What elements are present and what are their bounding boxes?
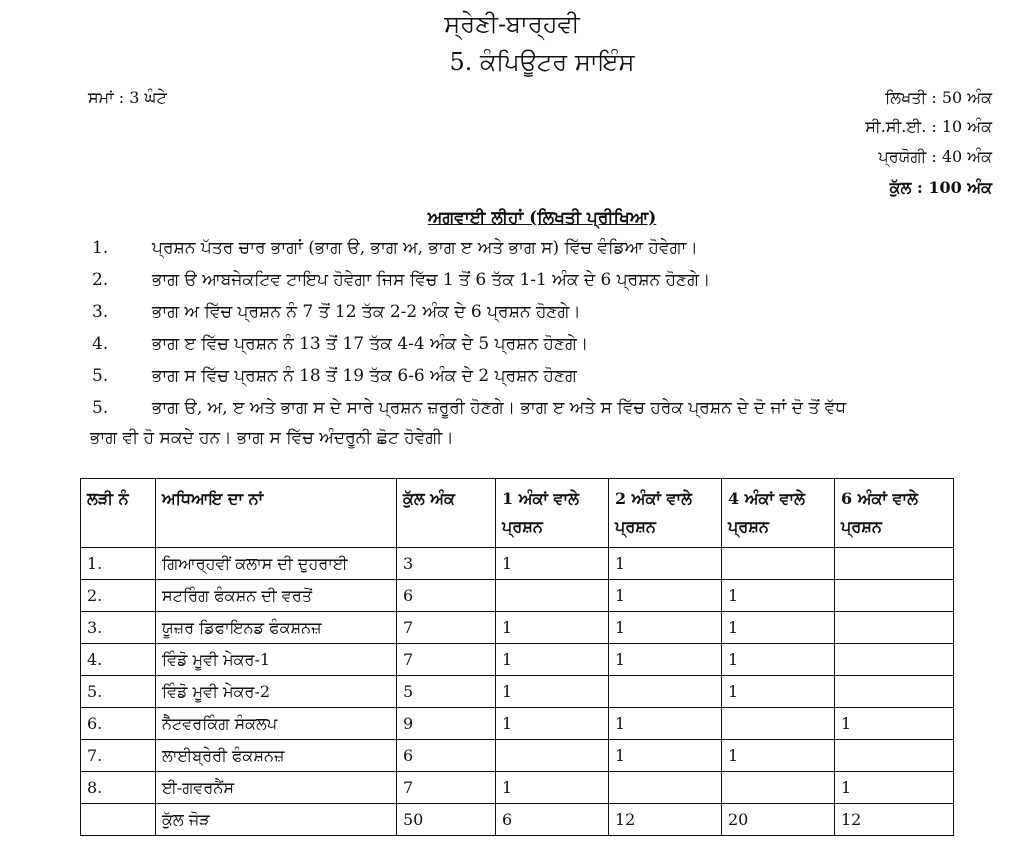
instruction-text: ਭਾਗ ਅ ਵਿੱਚ ਪ੍ਰਸ਼ਨ ਨੰ 7 ਤੋਂ 12 ਤੱਕ 2-2 ਅੰਕ ਦੇ 6 ਪ੍ਰਸ਼ਨ ਹੋਣਗੇ। xyxy=(152,302,581,322)
cell-chapter: ਗਿਆਰ੍ਹਵੀਂ ਕਲਾਸ ਦੀ ਦੁਹਰਾਈ xyxy=(156,548,397,580)
table-header-row xyxy=(81,479,954,548)
cell-6-mark xyxy=(835,676,954,708)
cell-total: 6 xyxy=(397,740,496,772)
cell-4-mark: 1 xyxy=(722,676,835,708)
cell-1-mark xyxy=(496,740,609,772)
cell-serial: 3. xyxy=(81,612,156,644)
cell-6-mark xyxy=(835,644,954,676)
cell-2-mark: 1 xyxy=(609,644,722,676)
cell-total: 6 xyxy=(397,580,496,612)
cell-chapter: ਨੈੱਟਵਰਕਿੰਗ ਸੰਕਲਪ xyxy=(156,708,397,740)
cell-4-mark xyxy=(722,548,835,580)
cell-chapter: ਸਟਰਿੰਗ ਫੰਕਸ਼ਨ ਦੀ ਵਰਤੋਂ xyxy=(156,580,397,612)
cell-chapter: ਵਿੰਡੋ ਮੂਵੀ ਮੇਕਰ-2 xyxy=(156,676,397,708)
cell-total: 7 xyxy=(397,612,496,644)
subject-title: 5. ਕੰਪਿਊਟਰ ਸਾਇੰਸ xyxy=(449,48,635,76)
instruction-text: ਭਾਗ ੲ ਵਿੱਚ ਪ੍ਰਸ਼ਨ ਨੰ 13 ਤੋਂ 17 ਤੱਕ 4-4 ਅੰਕ ਦੇ 5 ਪ੍ਰਸ਼ਨ ਹੋਣਗੇ। xyxy=(152,334,589,354)
cell-serial: 1. xyxy=(81,548,156,580)
exam-time: ਸਮਾਂ : 3 ਘੰਟੇ xyxy=(88,88,167,107)
total-marks: ਕੁੱਲ : 100 ਅੰਕ xyxy=(889,178,992,197)
cell-4-mark xyxy=(722,708,835,740)
cell-4-mark: 1 xyxy=(722,644,835,676)
cell-serial: 8. xyxy=(81,772,156,804)
instruction-text: ਭਾਗ ੳ, ਅ, ੲ ਅਤੇ ਭਾਗ ਸ ਦੇ ਸਾਰੇ ਪ੍ਰਸ਼ਨ ਜ਼ਰੂਰੀ ਹੋਣਗੇ। ਭਾਗ ੲ ਅਤੇ ਸ ਵਿੱਚ ਹਰੇਕ ਪ੍ਰਸ਼ਨ ਦੇ ਦੋ ਜਾਂ ਦੋ ਤੋਂ ਵੱਧ xyxy=(152,398,847,418)
cell-6-mark xyxy=(835,612,954,644)
table-row xyxy=(81,548,954,580)
cell-6-mark: 1 xyxy=(835,708,954,740)
col-header-serial: ਲੜੀ ਨੰ xyxy=(81,479,156,548)
cce-marks: ਸੀ.ਸੀ.ਈ. : 10 ਅੰਕ xyxy=(865,117,992,136)
cell-1-mark: 1 xyxy=(496,548,609,580)
col-header-2-mark: 2 ਅੰਕਾਂ ਵਾਲੇ ਪ੍ਰਸ਼ਨ xyxy=(609,479,722,548)
cell-1-mark: 1 xyxy=(496,612,609,644)
cell-total-label: ਕੁੱਲ ਜੋੜ xyxy=(156,804,397,836)
cell-2-mark: 12 xyxy=(609,804,722,836)
instruction-text: ਪ੍ਰਸ਼ਨ ਪੱਤਰ ਚਾਰ ਭਾਗਾਂ (ਭਾਗ ੳ, ਭਾਗ ਅ, ਭਾਗ ੲ ਅਤੇ ਭਾਗ ਸ) ਵਿੱਚ ਵੰਡਿਆ ਹੋਵੇਗਾ। xyxy=(152,238,698,258)
instruction-text: ਭਾਗ ੳ ਆਬਜੇਕਟਿਵ ਟਾਇਪ ਹੋਵੇਗਾ ਜਿਸ ਵਿੱਚ 1 ਤੋਂ 6 ਤੱਕ 1-1 ਅੰਕ ਦੇ 6 ਪ੍ਰਸ਼ਨ ਹੋਣਗੇ। xyxy=(152,270,711,290)
instruction-item xyxy=(0,398,1024,428)
cell-serial: 6. xyxy=(81,708,156,740)
cell-4-mark: 1 xyxy=(722,580,835,612)
cell-6-mark: 1 xyxy=(835,772,954,804)
table-row xyxy=(81,580,954,612)
instruction-item xyxy=(0,238,1024,268)
cell-2-mark: 1 xyxy=(609,740,722,772)
cell-1-mark: 1 xyxy=(496,772,609,804)
cell-total: 5 xyxy=(397,676,496,708)
cell-4-mark: 20 xyxy=(722,804,835,836)
col-header-4-mark: 4 ਅੰਕਾਂ ਵਾਲੇ ਪ੍ਰਸ਼ਨ xyxy=(722,479,835,548)
cell-1-mark: 1 xyxy=(496,708,609,740)
cell-total: 50 xyxy=(397,804,496,836)
instruction-continuation: ਭਾਗ ਵੀ ਹੋ ਸਕਦੇ ਹਨ। ਭਾਗ ਸ ਵਿੱਚ ਅੰਦਰੂਨੀ ਛੋਟ ਹੋਵੇਗੀ। xyxy=(90,428,454,448)
instruction-text: ਭਾਗ ਸ ਵਿੱਚ ਪ੍ਰਸ਼ਨ ਨੰ 18 ਤੋਂ 19 ਤੱਕ 6-6 ਅੰਕ ਦੇ 2 ਪ੍ਰਸ਼ਨ ਹੋਣਗ xyxy=(152,366,577,386)
table-row xyxy=(81,612,954,644)
cell-serial: 2. xyxy=(81,580,156,612)
cell-2-mark: 1 xyxy=(609,580,722,612)
cell-4-mark: 1 xyxy=(722,612,835,644)
cell-serial xyxy=(81,804,156,836)
cell-serial: 7. xyxy=(81,740,156,772)
practical-marks: ਪ੍ਰਯੋਗੀ : 40 ਅੰਕ xyxy=(878,147,992,166)
table-row xyxy=(81,708,954,740)
cell-2-mark: 1 xyxy=(609,612,722,644)
cell-4-mark: 1 xyxy=(722,740,835,772)
cell-2-mark: 1 xyxy=(609,548,722,580)
cell-2-mark xyxy=(609,772,722,804)
cell-1-mark: 6 xyxy=(496,804,609,836)
cell-1-mark: 1 xyxy=(496,644,609,676)
table-row xyxy=(81,772,954,804)
instruction-number: 5. xyxy=(92,366,109,386)
cell-total: 7 xyxy=(397,644,496,676)
cell-chapter: ਲਾਈਬ੍ਰੇਰੀ ਫੰਕਸ਼ਨਜ਼ xyxy=(156,740,397,772)
instruction-item xyxy=(0,366,1024,396)
instruction-item xyxy=(0,270,1024,300)
instruction-number: 2. xyxy=(92,270,109,290)
instruction-item xyxy=(0,302,1024,332)
cell-1-mark: 1 xyxy=(496,676,609,708)
table-total-row xyxy=(81,804,954,836)
cell-1-mark xyxy=(496,580,609,612)
cell-6-mark xyxy=(835,740,954,772)
cell-2-mark xyxy=(609,676,722,708)
written-marks: ਲਿਖਤੀ : 50 ਅੰਕ xyxy=(885,88,992,107)
instruction-number: 5. xyxy=(92,398,109,418)
col-header-chapter: ਅਧਿਆਇ ਦਾ ਨਾਂ xyxy=(156,479,397,548)
syllabus-table xyxy=(80,478,954,836)
instruction-number: 4. xyxy=(92,334,109,354)
instruction-item xyxy=(0,334,1024,364)
cell-total: 3 xyxy=(397,548,496,580)
instruction-number: 3. xyxy=(92,302,109,322)
cell-chapter: ਯੂਜ਼ਰ ਡਿਫਾਇਨਡ ਫੰਕਸ਼ਨਜ਼ xyxy=(156,612,397,644)
col-header-6-mark: 6 ਅੰਕਾਂ ਵਾਲੇ ਪ੍ਰਸ਼ਨ xyxy=(835,479,954,548)
table-row xyxy=(81,740,954,772)
cell-2-mark: 1 xyxy=(609,708,722,740)
cell-total: 9 xyxy=(397,708,496,740)
cell-6-mark: 12 xyxy=(835,804,954,836)
cell-chapter: ਵਿੰਡੋ ਮੂਵੀ ਮੇਕਰ-1 xyxy=(156,644,397,676)
cell-total: 7 xyxy=(397,772,496,804)
table-row xyxy=(81,676,954,708)
instruction-number: 1. xyxy=(92,238,109,258)
guidelines-heading: ਅਗਵਾਈ ਲੀਹਾਂ (ਲਿਖਤੀ ਪ੍ਰੀਖਿਆ) xyxy=(427,208,657,228)
cell-serial: 4. xyxy=(81,644,156,676)
cell-4-mark xyxy=(722,772,835,804)
cell-6-mark xyxy=(835,548,954,580)
col-header-1-mark: 1 ਅੰਕਾਂ ਵਾਲੇ ਪ੍ਰਸ਼ਨ xyxy=(496,479,609,548)
class-title: ਸ੍ਰੇਣੀ-ਬਾਰ੍ਹਵੀ xyxy=(444,10,580,38)
table-row xyxy=(81,644,954,676)
cell-serial: 5. xyxy=(81,676,156,708)
cell-6-mark xyxy=(835,580,954,612)
cell-chapter: ਈ-ਗਵਰਨੈਂਸ xyxy=(156,772,397,804)
col-header-total: ਕੁੱਲ ਅੰਕ xyxy=(397,479,496,548)
